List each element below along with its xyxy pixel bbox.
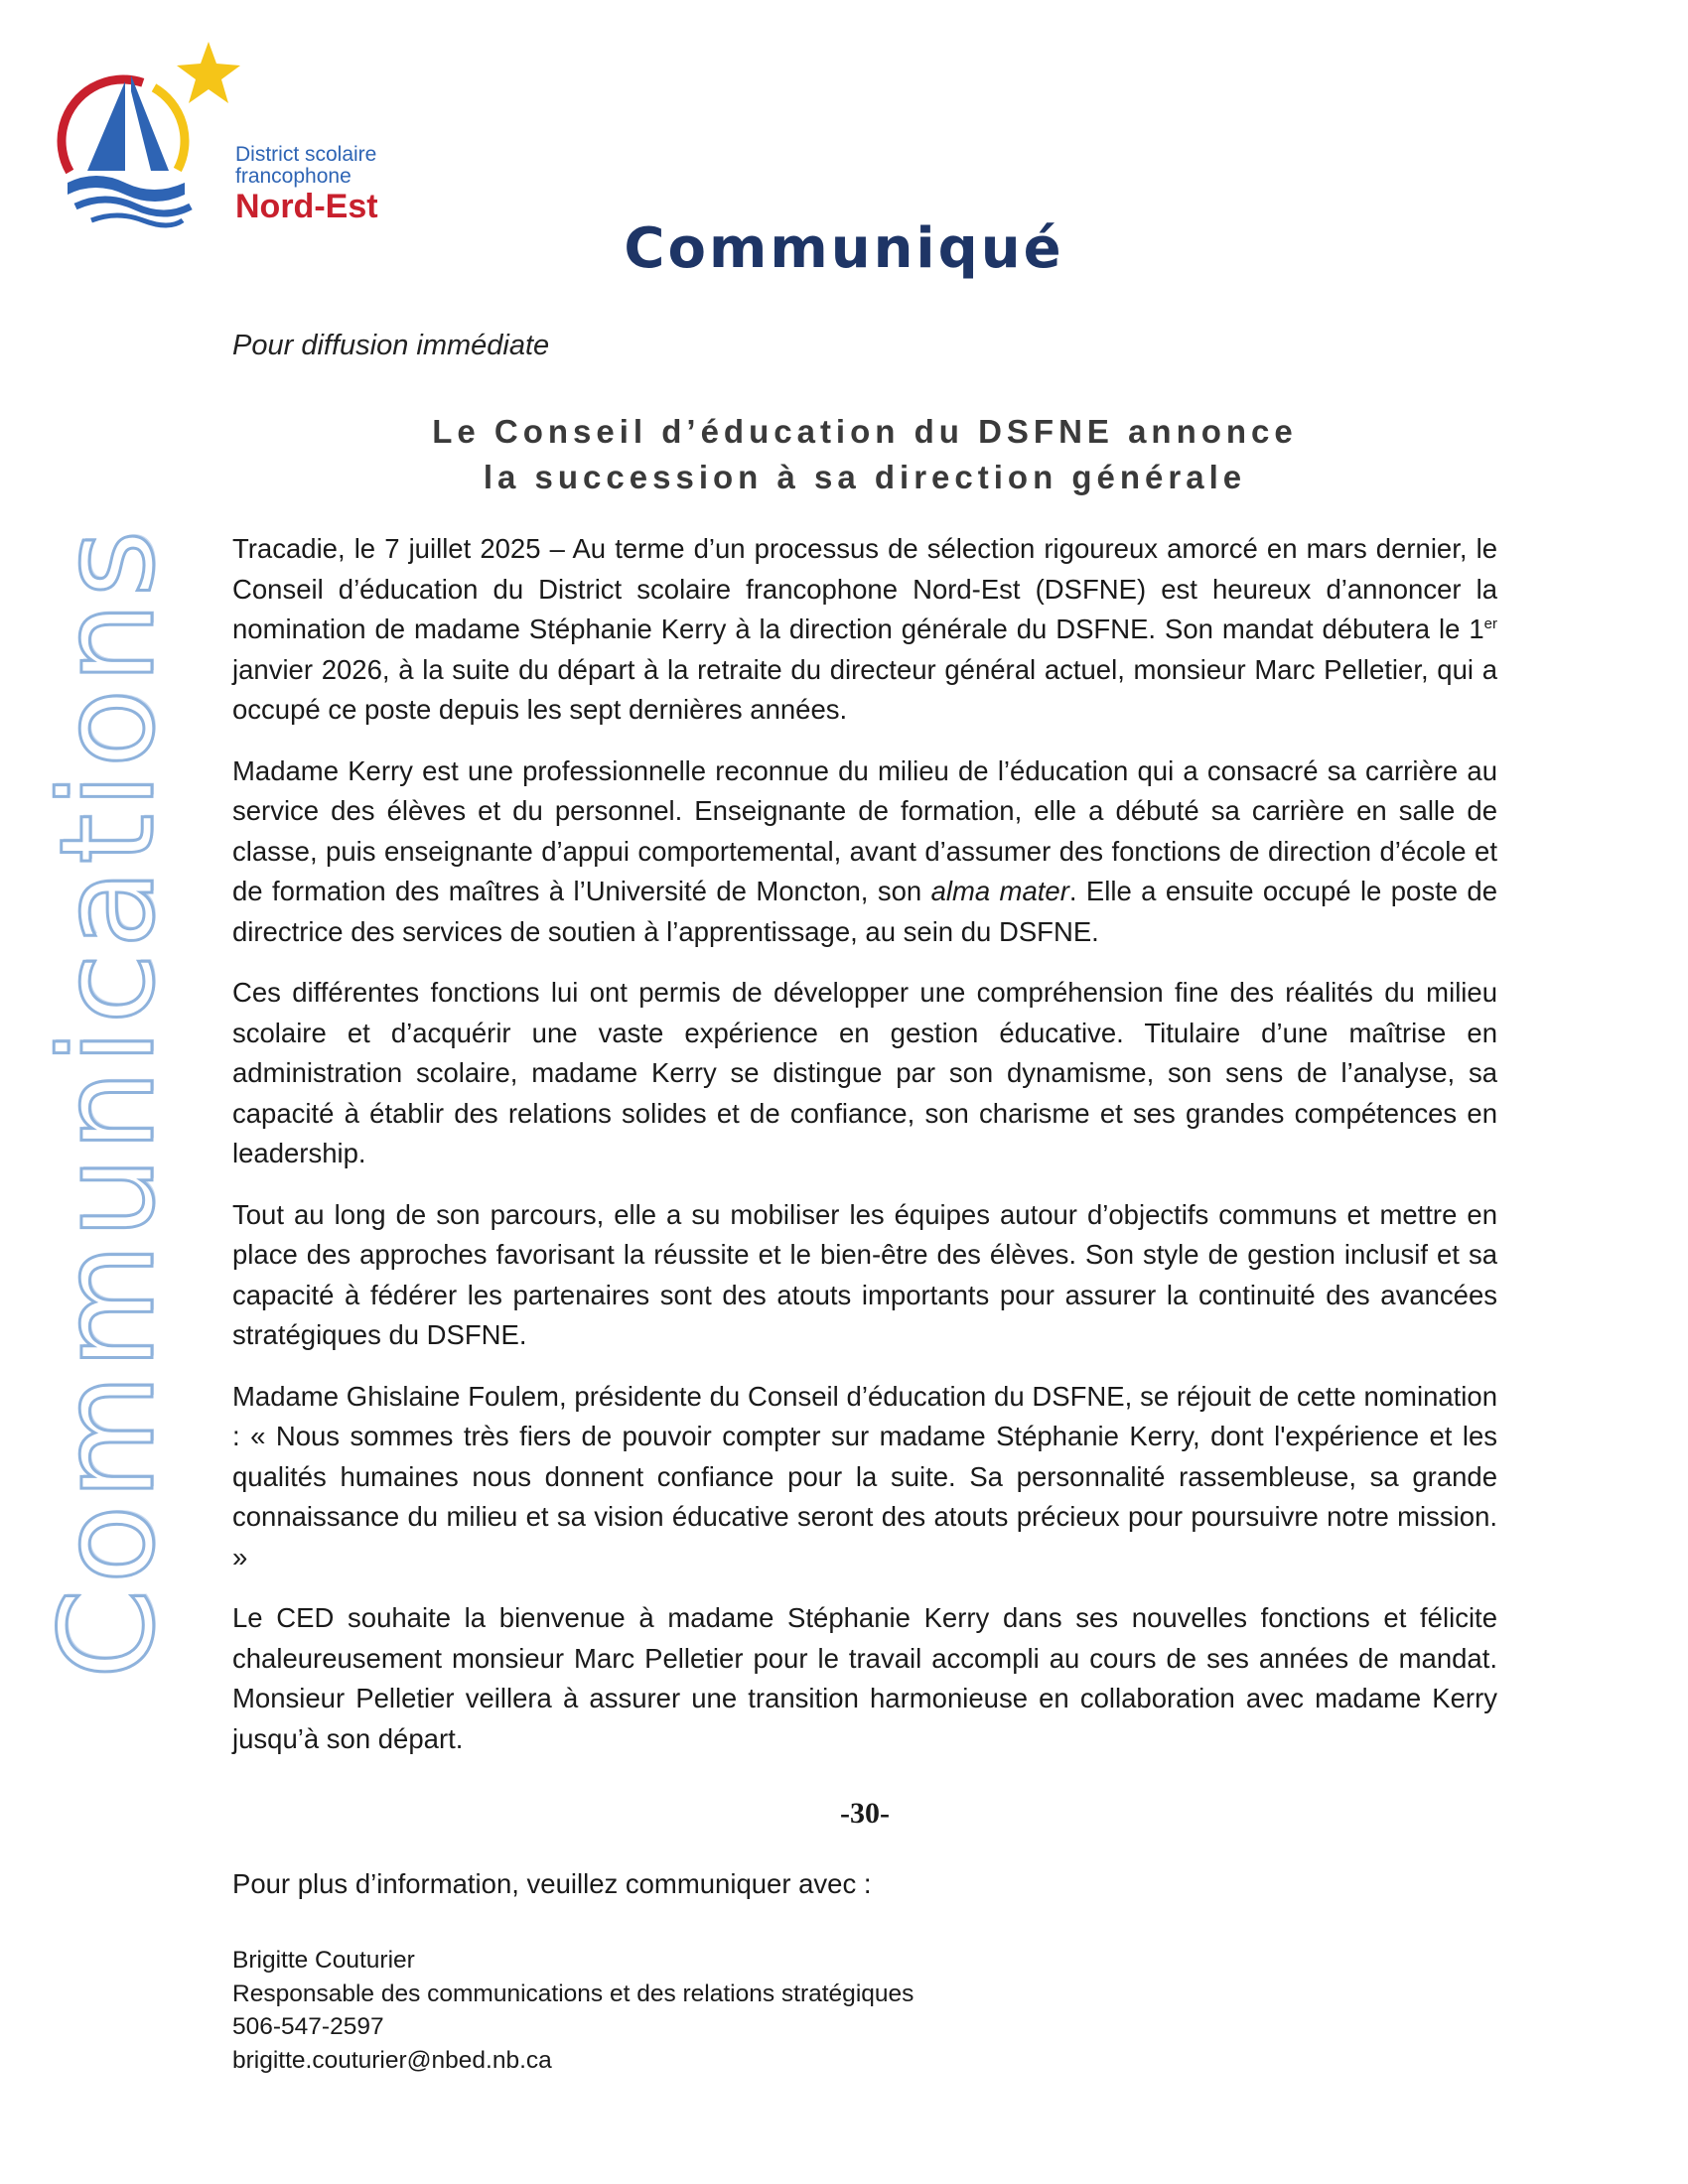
- article-body: [232, 529, 1497, 1780]
- alma-mater-italic: alma mater: [930, 876, 1069, 906]
- contact-intro: Pour plus d’information, veuillez communiquer avec :: [232, 1868, 872, 1899]
- logo-wordmark: [235, 144, 378, 225]
- end-mark: -30-: [840, 1797, 890, 1830]
- logo-line-nord-est: Nord-Est: [235, 188, 378, 226]
- paragraph-6: Le CED souhaite la bienvenue à madame Stéphanie Kerry dans ses nouvelles fonctions et félicite chaleureusement monsieur Marc Pelletier pour le travail accompli au cours de ses années de mandat. Monsieur Pelletier veillera à assurer une transition harmonieuse en collaboration avec madame Kerry jusqu’à son départ.: [232, 1602, 1497, 1754]
- page-title: Communiqué: [624, 216, 1064, 281]
- contact-name: Brigitte Couturier: [232, 1947, 415, 1974]
- logo-line-francophone: francophone: [235, 165, 352, 189]
- contact-role: Responsable des communications et des relations stratégiques: [232, 1979, 914, 2007]
- paragraph-1-text-b: janvier 2026, à la suite du départ à la retraite du directeur général actuel, monsieur Marc Pelletier, qui a occupé ce poste depuis les sept dernières années.: [232, 653, 1497, 725]
- sailboat-icon: [52, 22, 250, 240]
- paragraph-3: Ces différentes fonctions lui ont permis de développer une compréhension fine des réalités du milieu scolaire et d’acquérir une vaste expérience en gestion éducative. Titulaire d’une maîtrise en administration scolaire, madame Kerry se distingue par son dynamisme, son sens de l’analyse, sa capacité à établir des relations solides et de confiance, son charisme et ses grandes compétences en leadership.: [232, 977, 1497, 1168]
- paragraph-1: [232, 529, 1497, 731]
- contact-email[interactable]: brigitte.couturier@nbed.nb.ca: [232, 2046, 552, 2074]
- headline-line-2: la succession à sa direction générale: [483, 459, 1247, 495]
- paragraph-2-text-a: Madame Kerry est une professionnelle reconnue du milieu de l’éducation qui a consacré sa carrière au service des élèves et du personnel. Enseignante de formation, elle a débuté sa carrière en salle de classe, puis enseignante d’appui comportemental, avant d’assumer des fonctions de direction d’école et de formation des maîtres à l’Université de Moncton, son: [232, 754, 1497, 906]
- paragraph-2-text-b: . Elle a ensuite occupé le poste de directrice des services de soutien à l’apprentissage, au sein du DSFNE.: [232, 876, 1497, 947]
- paragraph-2: [232, 751, 1497, 953]
- paragraph-5: Madame Ghislaine Foulem, présidente du Conseil d’éducation du DSFNE, se réjouit de cette nomination : « Nous sommes très fiers de pouvoir compter sur madame Stéphanie Kerry, dont l'expérience et les qualités humaines nous donnent confiance pour la suite. Sa personnalité rassembleuse, sa grande connaissance du milieu et sa vision éducative seront des atouts précieux pour poursuivre notre mission. »: [232, 1380, 1497, 1572]
- paragraph-4: Tout au long de son parcours, elle a su mobiliser les équipes autour d’objectifs communs et mettre en place des approches favorisant la réussite et le bien-être des élèves. Son style de gestion inclusif et sa capacité à fédérer les partenaires sont des atouts importants pour assurer la continuité des avancées stratégiques du DSFNE.: [232, 1198, 1497, 1350]
- side-banner-communications: Communications: [32, 524, 183, 1680]
- logo-line-district: District scolaire: [235, 143, 377, 166]
- headline-line-1: Le Conseil d’éducation du DSFNE annonce: [432, 413, 1298, 450]
- release-note: Pour diffusion immédiate: [232, 330, 550, 361]
- paragraph-1-text-a: Tracadie, le 7 juillet 2025 – Au terme d’un processus de sélection rigoureux amorcé en mars dernier, le Conseil d’éducation du District scolaire francophone Nord-Est (DSFNE) est heureux d’annoncer la nomination de madame Stéphanie Kerry à la direction générale du DSFNE. Son mandat débutera le 1: [232, 533, 1497, 644]
- headline: [232, 409, 1497, 500]
- dsfne-logo: [52, 22, 419, 240]
- ordinal-superscript: er: [1483, 614, 1497, 632]
- contact-block: [232, 1944, 914, 2077]
- contact-phone: 506-547-2597: [232, 2013, 384, 2040]
